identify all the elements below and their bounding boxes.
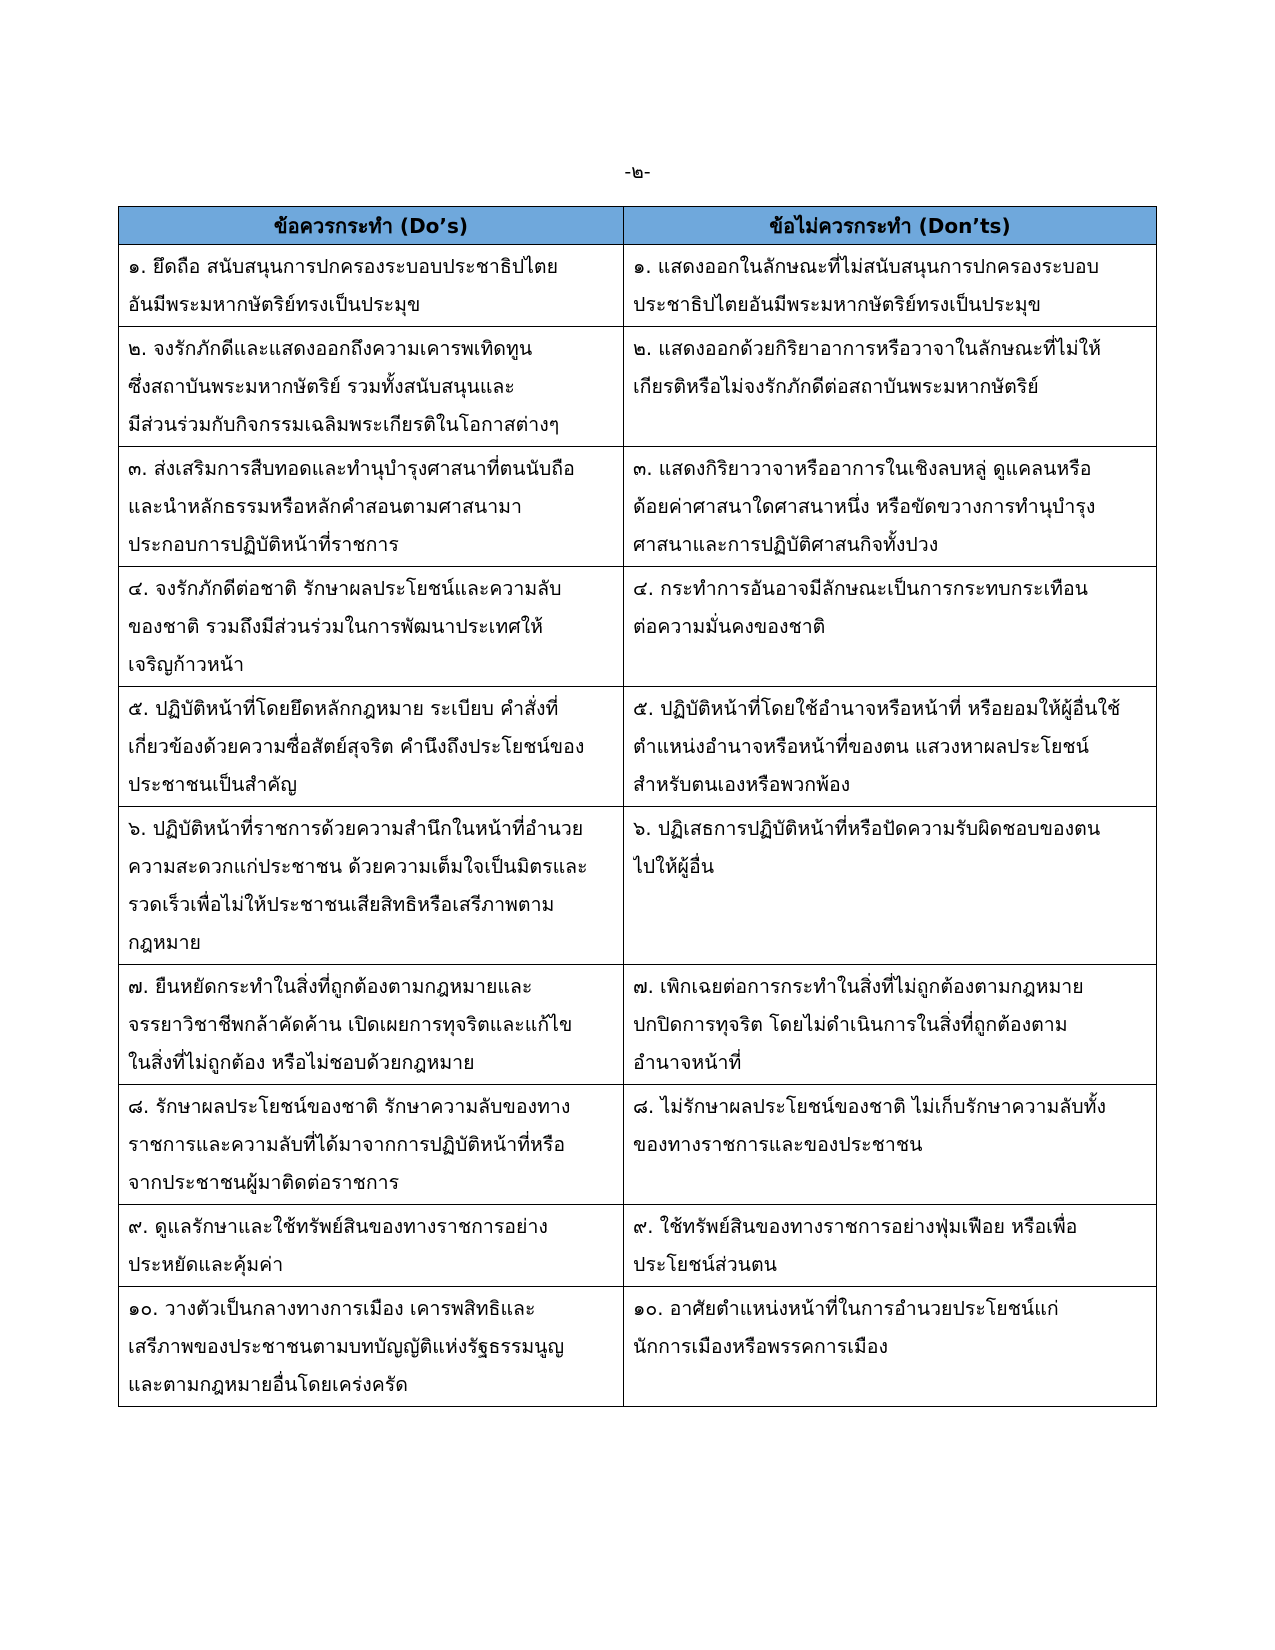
cell-text-line: และนำหลักธรรมหรือหลักคำสอนตามศาสนามา [128, 495, 522, 518]
cell-text-line: ๑๐. อาศัยตำแหน่งหน้าที่ในการอำนวยประโยชน์แก่ [633, 1297, 1059, 1320]
cell-text-line: ๕. ปฏิบัติหน้าที่โดยใช้อำนาจหรือหน้าที่ หรือยอมให้ผู้อื่นใช้ [633, 697, 1121, 720]
cell-text-line: ปกปิดการทุจริต โดยไม่ดำเนินการในสิ่งที่ถูกต้องตาม [633, 1013, 1068, 1036]
cell-text-line: รวดเร็วเพื่อไม่ให้ประชาชนเสียสิทธิหรือเสรีภาพตาม [128, 893, 555, 916]
cell-text-line: ๙. ดูแลรักษาและใช้ทรัพย์สินของทางราชการอย่าง [128, 1215, 548, 1238]
dos-cell [119, 1287, 624, 1407]
cell-text-line: ในสิ่งที่ไม่ถูกต้อง หรือไม่ชอบด้วยกฎหมาย [128, 1051, 475, 1074]
cell-text-line: ด้อยค่าศาสนาใดศาสนาหนึ่ง หรือขัดขวางการทำนุบำรุง [633, 495, 1096, 518]
donts-cell [624, 1287, 1157, 1407]
cell-text-line: ๖. ปฏิเสธการปฏิบัติหน้าที่หรือปัดความรับผิดชอบของตน [633, 817, 1101, 840]
cell-text-line: ความสะดวกแก่ประชาชน ด้วยความเต็มใจเป็นมิตรและ [128, 855, 588, 878]
dos-cell [119, 1085, 624, 1205]
cell-text-line: ๓. ส่งเสริมการสืบทอดและทำนุบำรุงศาสนาที่ตนนับถือ [128, 457, 575, 480]
dos-cell [119, 447, 624, 567]
cell-text-line: กฎหมาย [128, 931, 201, 954]
cell-text-line: ๙. ใช้ทรัพย์สินของทางราชการอย่างฟุ่มเฟือย หรือเพื่อ [633, 1215, 1078, 1238]
table-row [119, 1287, 1157, 1407]
table-body [119, 245, 1157, 1407]
header-donts: ข้อไม่ควรกระทำ (Don’ts) [624, 207, 1157, 245]
page-number: -๒- [624, 161, 651, 183]
cell-text-line: อำนาจหน้าที่ [633, 1051, 742, 1074]
cell-text-line: ของชาติ รวมถึงมีส่วนร่วมในการพัฒนาประเทศให้ [128, 615, 543, 638]
dos-cell [119, 807, 624, 965]
dos-cell [119, 567, 624, 687]
table-row [119, 327, 1157, 447]
cell-text-line: ๗. ยืนหยัดกระทำในสิ่งที่ถูกต้องตามกฎหมายและ [128, 975, 533, 998]
donts-cell [624, 807, 1157, 965]
cell-text-line: ๒. จงรักภักดีและแสดงออกถึงความเคารพเทิดทูน [128, 337, 533, 360]
donts-cell [624, 687, 1157, 807]
table-row [119, 447, 1157, 567]
cell-text-line: ๘. ไม่รักษาผลประโยชน์ของชาติ ไม่เก็บรักษาความลับทั้ง [633, 1095, 1107, 1118]
donts-cell [624, 1205, 1157, 1287]
dos-donts-table [118, 206, 1157, 1407]
cell-text-line: ประโยชน์ส่วนตน [633, 1253, 777, 1276]
cell-text-line: ๔. กระทำการอันอาจมีลักษณะเป็นการกระทบกระเทือน [633, 577, 1089, 600]
donts-cell [624, 245, 1157, 327]
cell-text-line: ไปให้ผู้อื่น [633, 855, 715, 878]
cell-text-line: ประชาชนเป็นสำคัญ [128, 773, 297, 796]
table-header-row [119, 207, 1157, 245]
cell-text-line: เกี่ยวข้องด้วยความซื่อสัตย์สุจริต คำนึงถึงประโยชน์ของ [128, 735, 585, 758]
cell-text-line: ๓. แสดงกิริยาวาจาหรืออาการในเชิงลบหลู่ ดูแคลนหรือ [633, 457, 1092, 480]
cell-text-line: ประหยัดและคุ้มค่า [128, 1253, 284, 1276]
table-row [119, 567, 1157, 687]
cell-text-line: เสรีภาพของประชาชนตามบทบัญญัติแห่งรัฐธรรมนูญ [128, 1335, 565, 1358]
cell-text-line: ๑. ยึดถือ สนับสนุนการปกครองระบอบประชาธิปไตย [128, 255, 559, 278]
dos-cell [119, 965, 624, 1085]
cell-text-line: ต่อความมั่นคงของชาติ [633, 615, 826, 638]
cell-text-line: มีส่วนร่วมกับกิจกรรมเฉลิมพระเกียรติในโอกาสต่างๆ [128, 413, 560, 436]
cell-text-line: สำหรับตนเองหรือพวกพ้อง [633, 773, 851, 796]
cell-text-line: ประกอบการปฏิบัติหน้าที่ราชการ [128, 533, 399, 556]
cell-text-line: อันมีพระมหากษัตริย์ทรงเป็นประมุข [128, 293, 421, 316]
cell-text-line: ๘. รักษาผลประโยชน์ของชาติ รักษาความลับของทาง [128, 1095, 571, 1118]
header-dos: ข้อควรกระทำ (Do’s) [119, 207, 624, 245]
cell-text-line: ๔. จงรักภักดีต่อชาติ รักษาผลประโยชน์และความลับ [128, 577, 562, 600]
cell-text-line: ซึ่งสถาบันพระมหากษัตริย์ รวมทั้งสนับสนุนและ [128, 375, 515, 398]
donts-cell [624, 1085, 1157, 1205]
cell-text-line: และตามกฎหมายอื่นโดยเคร่งครัด [128, 1373, 408, 1396]
cell-text-line: จากประชาชนผู้มาติดต่อราชการ [128, 1171, 400, 1194]
table-row [119, 1085, 1157, 1205]
cell-text-line: ราชการและความลับที่ได้มาจากการปฏิบัติหน้าที่หรือ [128, 1133, 566, 1156]
cell-text-line: ประชาธิปไตยอันมีพระมหากษัตริย์ทรงเป็นประมุข [633, 293, 1041, 316]
table-row [119, 807, 1157, 965]
cell-text-line: จรรยาวิชาชีพกล้าคัดค้าน เปิดเผยการทุจริตและแก้ไข [128, 1013, 573, 1036]
cell-text-line: ๑๐. วางตัวเป็นกลางทางการเมือง เคารพสิทธิและ [128, 1297, 536, 1320]
table-row [119, 1205, 1157, 1287]
donts-cell [624, 965, 1157, 1085]
table-row [119, 687, 1157, 807]
cell-text-line: ๗. เพิกเฉยต่อการกระทำในสิ่งที่ไม่ถูกต้องตามกฎหมาย [633, 975, 1084, 998]
dos-cell [119, 1205, 624, 1287]
donts-cell [624, 567, 1157, 687]
cell-text-line: ๖. ปฏิบัติหน้าที่ราชการด้วยความสำนึกในหน้าที่อำนวย [128, 817, 584, 840]
cell-text-line: ๒. แสดงออกด้วยกิริยาอาการหรือวาจาในลักษณะที่ไม่ให้ [633, 337, 1101, 360]
cell-text-line: ๑. แสดงออกในลักษณะที่ไม่สนับสนุนการปกครองระบอบ [633, 255, 1099, 278]
cell-text-line: เกียรติหรือไม่จงรักภักดีต่อสถาบันพระมหากษัตริย์ [633, 375, 1039, 398]
donts-cell [624, 327, 1157, 447]
cell-text-line: นักการเมืองหรือพรรคการเมือง [633, 1335, 888, 1358]
dos-cell [119, 687, 624, 807]
dos-cell [119, 245, 624, 327]
cell-text-line: ตำแหน่งอำนาจหรือหน้าที่ของตน แสวงหาผลประโยชน์ [633, 735, 1089, 758]
table-row [119, 245, 1157, 327]
dos-cell [119, 327, 624, 447]
table-row [119, 965, 1157, 1085]
cell-text-line: ศาสนาและการปฏิบัติศาสนกิจทั้งปวง [633, 533, 939, 556]
cell-text-line: ๕. ปฏิบัติหน้าที่โดยยึดหลักกฎหมาย ระเบียบ คำสั่งที่ [128, 697, 559, 720]
donts-cell [624, 447, 1157, 567]
cell-text-line: เจริญก้าวหน้า [128, 653, 245, 676]
cell-text-line: ของทางราชการและของประชาชน [633, 1133, 923, 1156]
